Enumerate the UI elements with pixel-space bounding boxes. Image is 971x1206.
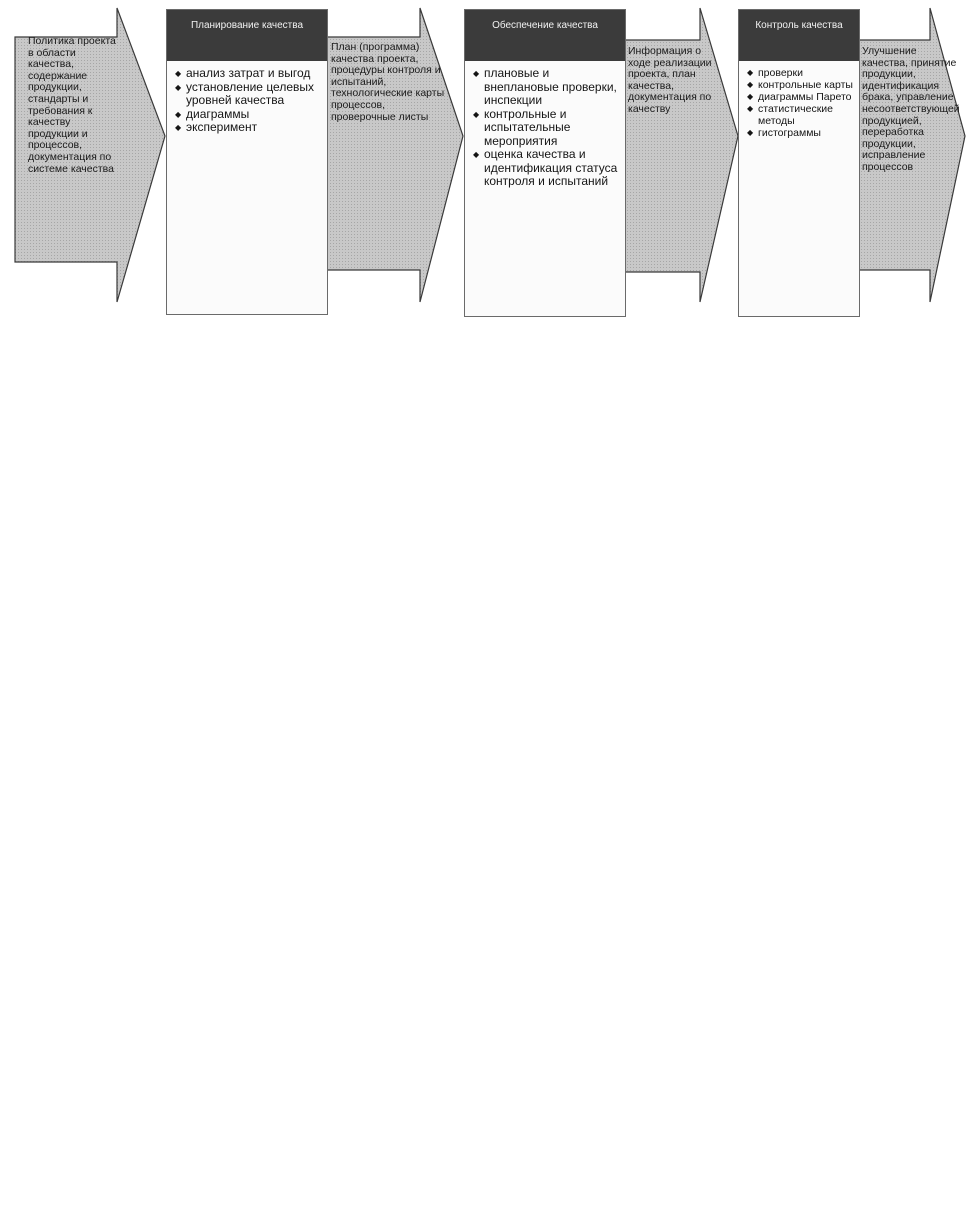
- list-item: ◆ диаграммы Парето: [747, 91, 852, 103]
- stage-items: [465, 61, 625, 189]
- stage-title: Обеспечение качества: [465, 10, 625, 61]
- stage-items: [167, 61, 327, 135]
- stage-items: [739, 61, 859, 139]
- diamond-bullet-icon: ◆: [747, 104, 754, 113]
- list-item: ◆ анализ затрат и выгод: [175, 66, 311, 80]
- diamond-bullet-icon: ◆: [175, 109, 182, 119]
- diamond-bullet-icon: ◆: [175, 123, 182, 132]
- stage-control: [738, 9, 860, 317]
- quality-process-flow: [0, 0, 971, 330]
- list-item: ◆ статистические методы: [747, 103, 834, 127]
- diamond-bullet-icon: ◆: [175, 69, 182, 78]
- list-item: ◆ контрольные и испытательные мероприятия: [473, 106, 571, 148]
- list-item: ◆ оценка качества и идентификация статуса контроля и испытаний: [473, 147, 618, 188]
- diamond-bullet-icon: ◆: [473, 109, 480, 119]
- diamond-bullet-icon: ◆: [473, 69, 480, 78]
- diamond-bullet-icon: ◆: [175, 82, 182, 92]
- list-item: ◆ эксперимент: [175, 120, 258, 134]
- list-item: ◆ гистограммы: [747, 127, 821, 139]
- input-text-4: Улучшение качества, принятие продукции, идентификация брака, управление несоответствующей продукцией, переработка продукции, исправление процессов: [862, 45, 960, 173]
- stage-title: Планирование качества: [167, 10, 327, 61]
- list-item: ◆ установление целевых уровней качества: [175, 79, 315, 107]
- input-text-1: Политика проекта в области качества, содержание продукции, стандарты и требования к качеству продукции и процессов, документация по системе качества: [28, 35, 116, 175]
- list-item: ◆ плановые и внеплановые проверки, инспекции: [473, 66, 617, 107]
- list-item: ◆ диаграммы: [175, 106, 250, 121]
- stage-title: Контроль качества: [739, 10, 859, 61]
- diamond-bullet-icon: ◆: [747, 68, 754, 77]
- list-item: ◆ проверки: [747, 67, 803, 79]
- input-text-2: План (программа) качества проекта, процедуры контроля и испытаний, технологические карты процессов, проверочные листы: [331, 41, 445, 123]
- input-text-3: Информация о ходе реализации проекта, план качества, документация по качеству: [628, 45, 712, 115]
- diamond-bullet-icon: ◆: [473, 150, 480, 159]
- list-item: ◆ контрольные карты: [747, 79, 853, 91]
- diamond-bullet-icon: ◆: [747, 80, 754, 89]
- diamond-bullet-icon: ◆: [747, 128, 754, 137]
- diamond-bullet-icon: ◆: [747, 92, 754, 101]
- stage-assurance: [464, 9, 626, 317]
- stage-planning: [166, 9, 328, 315]
